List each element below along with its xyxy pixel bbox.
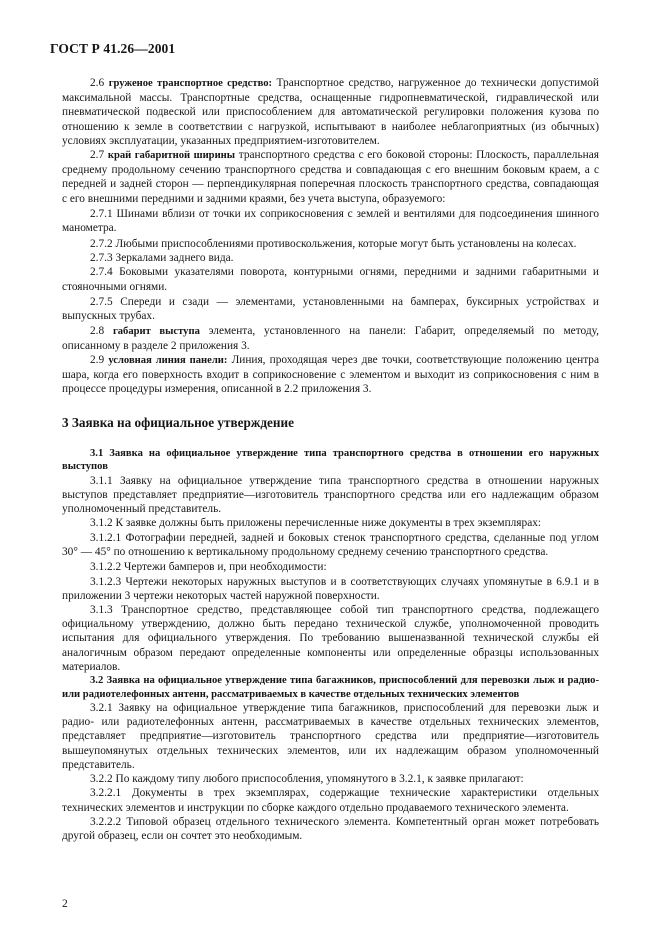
clause-3-1-2-2: 3.1.2.2 Чертежи бамперов и, при необходимости: bbox=[90, 561, 327, 574]
subsection-3-2-heading: 3.2 Заявка на официальное утверждение типа багажников, приспособлений для перевозки лыж и радио- или радиотелефонных антенн, рассматриваемых в качестве отдельных технических элементов bbox=[62, 675, 599, 700]
term: край габаритной ширины bbox=[107, 150, 236, 162]
clause-2-7-3: 2.7.3 Зеркалами заднего вида. bbox=[90, 252, 234, 265]
clause-2-7-2: 2.7.2 Любыми приспособлениями противоскольжения, которые могут быть установлены на колесах. bbox=[90, 238, 577, 251]
clause-number: 2.7 bbox=[90, 149, 105, 162]
clause-2-7 bbox=[62, 148, 599, 206]
page-number: 2 bbox=[62, 898, 68, 910]
clause-2-9 bbox=[62, 353, 599, 397]
clause-2-6 bbox=[62, 76, 599, 148]
clause-text: Транспортное средство, нагруженное до технически допустимой максимальной массы. Транспортные средства, оснащенные гидропневматической, гидравлической или пневматической подвеской или приспособлением для автоматической регулировки положения кузова по отношению к земле в соответствии с нагрузкой, испытывают в наиболее неблагоприятных (из обычных) условиях эксплуатации, указанных предприятием-изготовителем. bbox=[62, 77, 600, 147]
clause-3-2-2: 3.2.2 По каждому типу любого приспособления, упомянутого в 3.2.1, к заявке прилагают: bbox=[90, 773, 524, 786]
subsection-3-1-heading: 3.1 Заявка на официальное утверждение типа транспортного средства в отношении его наружных выступов bbox=[62, 447, 599, 473]
clause-2-7-1: 2.7.1 Шинами вблизи от точки их соприкосновения с землей и вентилями для подсоединения шинного манометра. bbox=[62, 208, 599, 235]
term: груженое транспортное средство: bbox=[108, 78, 273, 89]
document-header: ГОСТ Р 41.26—2001 bbox=[50, 41, 176, 56]
term: условная линия панели: bbox=[108, 355, 228, 367]
clause-text: элемента, установленного на панели: Габарит, определяемый по методу, описанному в разделе 2 приложения 3. bbox=[62, 324, 599, 352]
clause-2-7-5: 2.7.5 Спереди и сзади — элементами, установленными на бамперах, буксирных устройствах и выпускных трубах. bbox=[62, 296, 599, 323]
clause-text: транспортного средства с его боковой стороны: Плоскость, параллельная среднему продольному сечению транспортного средства и совпадающая с его внешним боковым краем, а с передней и задней сторон — перпендикулярная поперечная плоскость транспортного средства, совпадающая с его внешними передними и задними краями, без учета выступа, образуемого: bbox=[62, 149, 599, 205]
clause-3-1-2-1: 3.1.2.1 Фотографии передней, задней и боковых стенок транспортного средства, сделанные под углом 30° — 45° по отношению к вертикальному продольному среднему сечению транспортного средства. bbox=[62, 531, 599, 558]
clause-3-2-2-1: 3.2.2.1 Документы в трех экземплярах, содержащие технические характеристики отдельных технических элементов и инструкции по сборке каждого отдельно продаваемого технического элемента. bbox=[62, 787, 599, 814]
clause-3-2-2-2: 3.2.2.2 Типовой образец отдельного технического элемента. Компетентный орган может потребовать другой образец, если он сочтет это необходимым. bbox=[62, 815, 599, 842]
clause-text: Линия, проходящая через две точки, соответствующие положению центра шара, когда его поверхность входит в соприкосновение с элементом и выходит из соприкосновения с ним в процессе процедуры измерения, описанной в 2.2 приложения 3. bbox=[62, 354, 599, 396]
clause-3-1-2-3: 3.1.2.3 Чертежи некоторых наружных выступов и в соответствующих случаях упомянутые в 6.9.1 и в приложении 3 чертежи некоторых частей наружной поверхности. bbox=[62, 575, 599, 602]
section-3-heading: 3 Заявка на официальное утверждение bbox=[62, 414, 294, 430]
clause-2-8 bbox=[62, 324, 599, 353]
clause-2-7-4: 2.7.4 Боковыми указателями поворота, контурными огнями, передними и задними габаритными и стояночными огнями. bbox=[62, 266, 599, 293]
clause-number: 2.9 bbox=[90, 354, 105, 367]
clause-3-2-1: 3.2.1 Заявку на официальное утверждение типа багажников, приспособлений для перевозки лыж и радио- или радиотелефонных антенн, рассматриваемых в качестве отдельных технических элементов, представляет предприятие—изготовитель транспортного средства или предприятие—изготовитель вышеупомянутых отдельных технических элементов, или их надлежащим образом уполномоченный представитель. bbox=[62, 702, 599, 771]
clause-number: 2.6 bbox=[90, 77, 105, 89]
clause-3-1-3: 3.1.3 Транспортное средство, представляющее собой тип транспортного средства, подлежащего официальному утверждению, должно быть передано технической службе, уполномоченной проводить испытания для официального утверждения. По требованию вышеназванной технической службы ей аналогичным образом передают определенные компоненты или определенные образцы использованных материалов. bbox=[62, 604, 599, 673]
clause-3-1-1: 3.1.1 Заявку на официальное утверждение типа транспортного средства в отношении наружных выступов представляет предприятие—изготовитель транспортного средства или его надлежащим образом уполномоченный представитель. bbox=[62, 474, 599, 516]
document-body bbox=[62, 76, 599, 843]
clause-3-1-2: 3.1.2 К заявке должны быть приложены перечисленные ниже документы в трех экземплярах: bbox=[90, 517, 542, 530]
term: габарит выступа bbox=[112, 325, 200, 337]
clause-number: 2.8 bbox=[90, 324, 105, 337]
